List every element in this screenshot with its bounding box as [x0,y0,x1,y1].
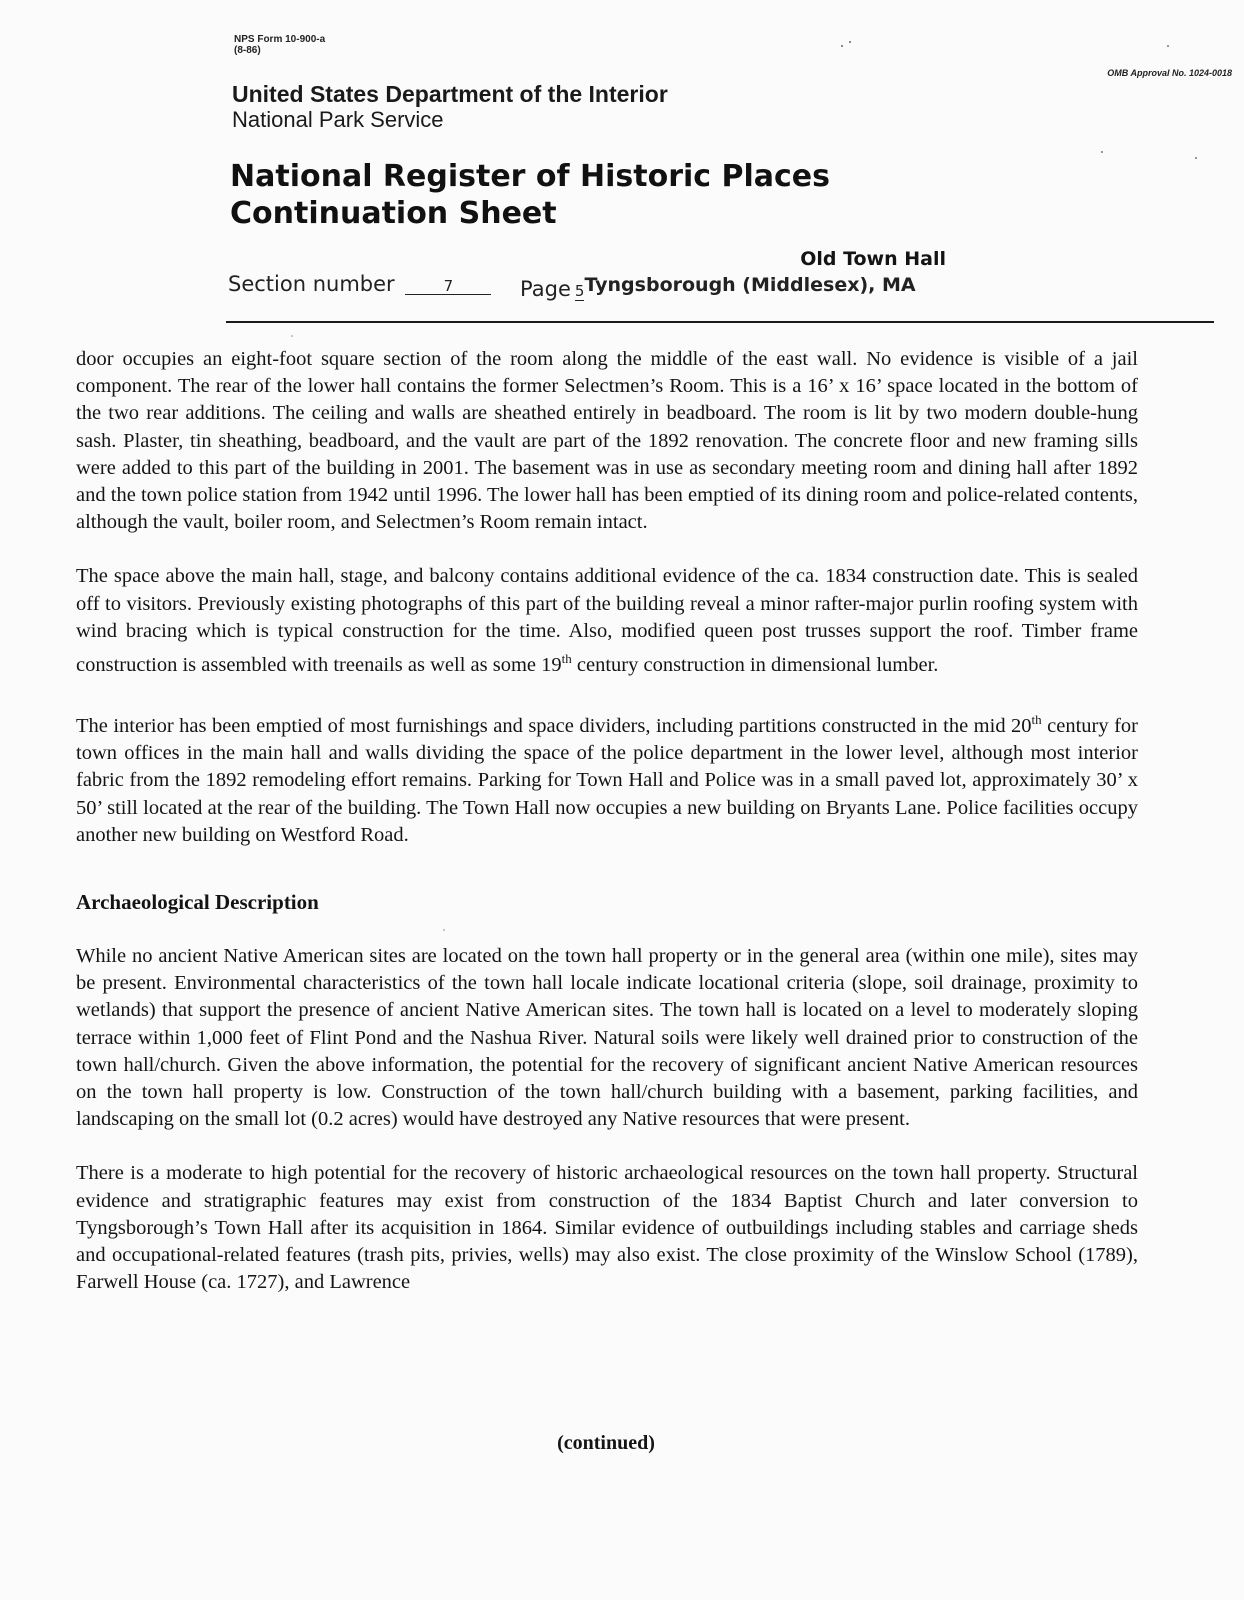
paragraph-3-text: The interior has been emptied of most furnishings and space dividers, including partitions constructed in the mid 20 [76,714,1032,737]
paragraph-2-text: The space above the main hall, stage, and balcony contains additional evidence of the ca. 1834 construction date. This is sealed off to visitors. Previously existing photographs of this part of the building reveal a minor rafter-major purlin roofing system with wind bracing which is typical construction for the time. Also, modified queen post trusses support the roof. Timber frame construction is assembled with treenails as well as some 19 [76,565,1138,676]
page-label: Page [520,277,571,301]
paragraph-4: While no ancient Native American sites are located on the town hall property or in the general area (within one mile), sites may be present. Environmental characteristics of the town hall locale indicate locational criteria (slope, soil drainage, proximity to wetlands) that support the presence of ancient Native American sites. The town hall is located on a level to moderately sloping terrace within 1,000 feet of Flint Pond and the Nashua River. Natural soils were likely well drained prior to construction of the town hall/church. Given the above information, the potential for the recovery of significant ancient Native American resources on the town hall property is low. Construction of the town hall/church building with a basement, parking facilities, and landscaping on the small lot (0.2 acres) would have destroyed any Native resources that were present. [76,944,1138,1131]
form-revision: (8-86) [234,45,261,56]
property-location: Tyngsborough (Middlesex), MA [584,274,916,296]
title-line-2: Continuation Sheet [230,196,557,231]
page-number: 5 [574,282,585,300]
agency-block [232,82,668,132]
section-line [228,272,916,301]
section-heading: Archaeological Description [76,889,319,914]
property-name: Old Town Hall [800,248,946,270]
paragraph-1: door occupies an eight-foot square section of the room along the middle of the east wall. No evidence is visible of a jail component. The rear of the lower hall contains the former Selectmen’s Room. This is a 16’ x 16’ space located in the bottom of the two rear additions. The ceiling and walls are sheathed entirely in beadboard. The room is lit by two modern double-hung sash. Plaster, tin sheathing, beadboard, and the vault are part of the 1892 renovation. The concrete floor and new framing sills were added to this part of the building in 2001. The basement was in use as secondary meeting room and dining hall after 1892 and the town police station from 1942 until 1996. The lower hall has been emptied of its dining room and police-related contents, although the vault, boiler room, and Selectmen’s Room remain intact. [76,348,1138,534]
body-text [76,346,1138,1323]
paragraph-3-text-end: century for town offices in the main hall and walls dividing the space of the police department in the lower level, although most interior fabric from the 1892 remodeling effort remains. Parking for Town Hall and Police was in a small paved lot, approximately 30’ x 50’ still located at the rear of the building. The Town Hall now occupies a new building on Bryants Lane. Police facilities occupy another new building on Westford Road. [76,714,1138,846]
continued-note: (continued) [557,1432,655,1454]
superscript: th [561,651,572,667]
header-divider [226,321,1214,323]
title-line-1: National Register of Historic Places [230,159,831,194]
section-label: Section number [228,272,395,296]
document-title [230,158,830,232]
paragraph-2 [76,563,1138,679]
section-number: 7 [405,278,491,295]
superscript: th [1031,712,1042,728]
form-number: NPS Form 10-900-a [234,34,326,45]
paragraph-5: There is a moderate to high potential for the recovery of historic archaeological resources on the town hall property. Structural evidence and stratigraphic features may exist from construction of the 1834 Baptist Church and later conversion to Tyngsborough’s Town Hall after its acquisition in 1864. Similar evidence of outbuildings including stables and carriage sheds and occupational-related features (trash pits, privies, wells) may also exist. The close proximity of the Winslow School (1789), Farwell House (ca. 1727), and Lawrence [76,1162,1138,1294]
paragraph-3 [76,706,1138,849]
department-name: United States Department of the Interior [232,81,668,107]
service-name: National Park Service [232,107,444,132]
paragraph-2-text-end: century construction in dimensional lumber. [571,653,939,676]
omb-approval: OMB Approval No. 1024-0018 [1107,68,1232,78]
form-identifier [234,34,325,56]
